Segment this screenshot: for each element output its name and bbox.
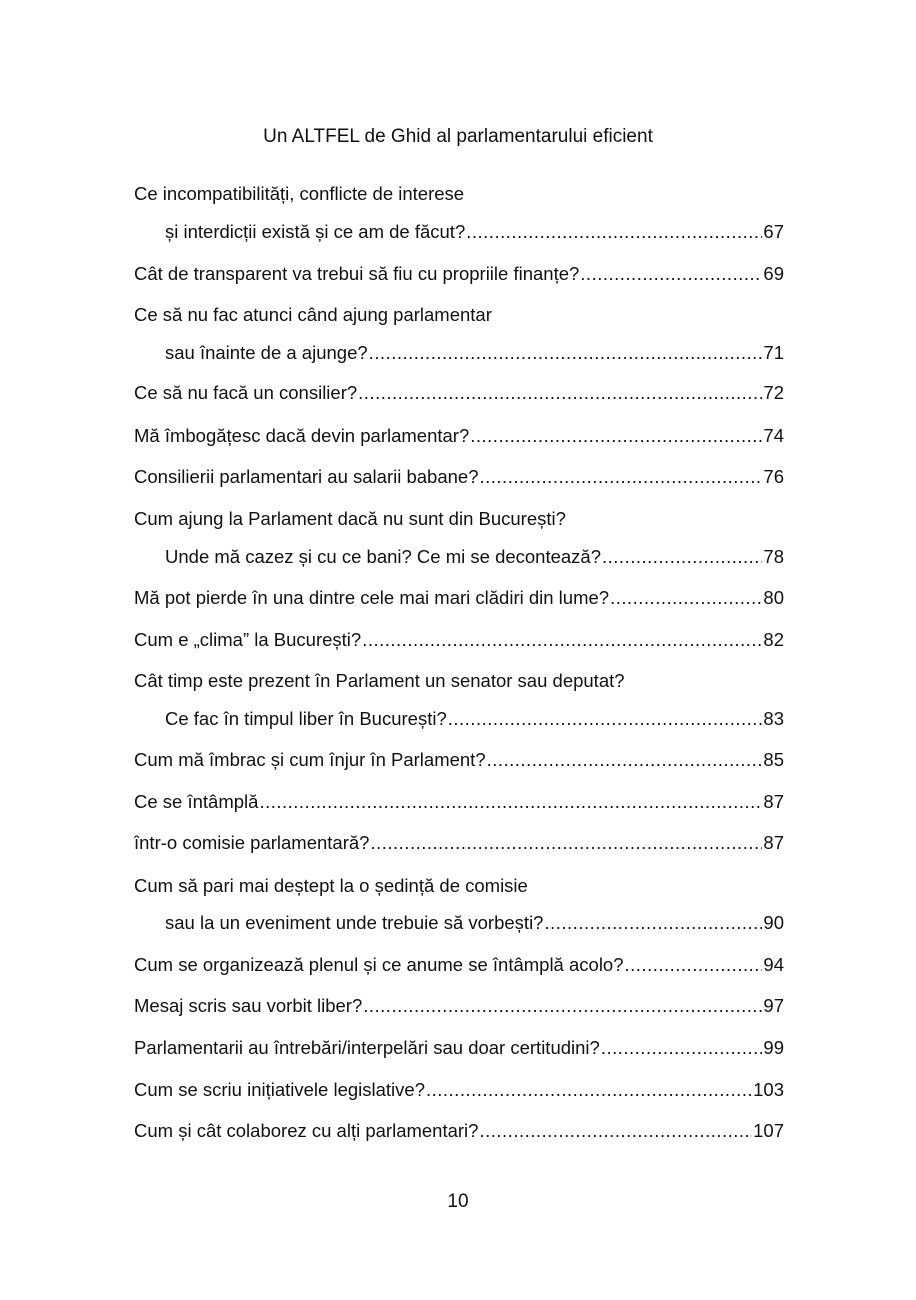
dot-leader [363,993,762,1019]
toc-entry-page: 78 [763,546,784,567]
dot-leader [487,747,763,773]
toc-entry-page: 87 [763,791,784,812]
dot-leader [480,464,763,490]
dot-leader [610,585,762,611]
toc-entry-title: și interdicții există și ce am de făcut? [165,221,466,242]
toc-entry-title: Parlamentarii au întrebări/interpelări sau doar certitudini? [134,1037,600,1058]
toc-entry [134,747,784,773]
toc-entry [134,830,784,856]
toc-entry-first-line: Cât timp este prezent în Parlament un senator sau deputat? [134,670,625,691]
toc-entry-page: 83 [763,708,784,729]
toc-entry-title: Mă îmbogățesc dacă devin parlamentar? [134,425,470,446]
toc-entry [134,261,784,287]
toc-entry-page: 94 [763,954,784,975]
toc-entry-page: 80 [763,587,784,608]
toc-entry-page: 82 [763,629,784,650]
toc-entry [134,952,784,978]
dot-leader [448,706,763,732]
dot-leader [625,952,763,978]
dot-leader [370,830,762,856]
toc-entry [165,706,784,732]
toc-entry-title: sau la un eveniment unde trebuie să vorbești? [165,912,544,933]
running-header: Un ALTFEL de Ghid al parlamentarului eficient [263,126,653,147]
toc-entry-page: 76 [763,466,784,487]
toc-entry-title: Ce se întâmplă [134,791,259,812]
toc-entry-page: 103 [753,1079,784,1100]
toc-entry-title: Cum se scriu inițiativele legislative? [134,1079,425,1100]
toc-entry-title: Cum mă îmbrac și cum înjur în Parlament? [134,749,486,770]
toc-entry-page: 87 [763,832,784,853]
toc-entry-page: 69 [763,263,784,284]
toc-entry-title: Consilierii parlamentari au salarii babane? [134,466,479,487]
toc-entry [165,219,784,245]
toc-entry-page: 85 [763,749,784,770]
toc-entry-title: Unde mă cazez și cu ce bani? Ce mi se decontează? [165,546,602,567]
dot-leader [369,340,763,366]
dot-leader [580,261,762,287]
toc-entry-title: Mesaj scris sau vorbit liber? [134,995,363,1016]
toc-entry-title: într-o comisie parlamentară? [134,832,370,853]
toc-entry-title: Ce să nu facă un consilier? [134,382,358,403]
toc-entry [134,1118,784,1144]
toc-entry-page: 67 [763,221,784,242]
page-number: 10 [447,1191,469,1212]
toc-entry-first-line: Cum să pari mai deștept la o ședință de comisie [134,875,528,896]
toc-entry-title: Ce fac în timpul liber în București? [165,708,447,729]
toc-entry [134,789,784,815]
toc-entry-first-line: Cum ajung la Parlament dacă nu sunt din București? [134,508,566,529]
dot-leader [466,219,762,245]
toc-entry [165,340,784,366]
toc-entry [134,993,784,1019]
dot-leader [362,627,762,653]
toc-entry [134,585,784,611]
toc-entry [134,1035,784,1061]
toc-entry-title: sau înainte de a ajunge? [165,342,368,363]
toc-entry [134,1077,784,1103]
toc-entry [165,910,784,936]
toc-entry-page: 97 [763,995,784,1016]
toc-entry [134,464,784,490]
toc-entry-page: 107 [753,1120,784,1141]
dot-leader [259,789,762,815]
dot-leader [544,910,762,936]
toc-entry-page: 74 [763,425,784,446]
toc-entry-title: Mă pot pierde în una dintre cele mai mari clădiri din lume? [134,587,610,608]
toc-entry [165,544,784,570]
dot-leader [601,1035,763,1061]
toc-entry-page: 90 [763,912,784,933]
toc-entry-page: 72 [763,382,784,403]
toc-entry-first-line: Ce să nu fac atunci când ajung parlamentar [134,304,492,325]
toc-entry-page: 71 [763,342,784,363]
toc-entry-first-line: Ce incompatibilități, conflicte de interese [134,183,465,204]
toc-entry-title: Cum și cât colaborez cu alți parlamentari? [134,1120,479,1141]
toc-entry [134,423,784,449]
dot-leader [358,380,762,406]
dot-leader [602,544,762,570]
dot-leader [479,1118,752,1144]
toc-entry [134,627,784,653]
toc-entry-title: Cum e „clima” la București? [134,629,362,650]
toc-entry-title: Cât de transparent va trebui să fiu cu propriile finanțe? [134,263,580,284]
toc-entry-title: Cum se organizează plenul și ce anume se întâmplă acolo? [134,954,624,975]
toc-entry [134,380,784,406]
dot-leader [470,423,762,449]
dot-leader [426,1077,752,1103]
toc-entry-page: 99 [763,1037,784,1058]
